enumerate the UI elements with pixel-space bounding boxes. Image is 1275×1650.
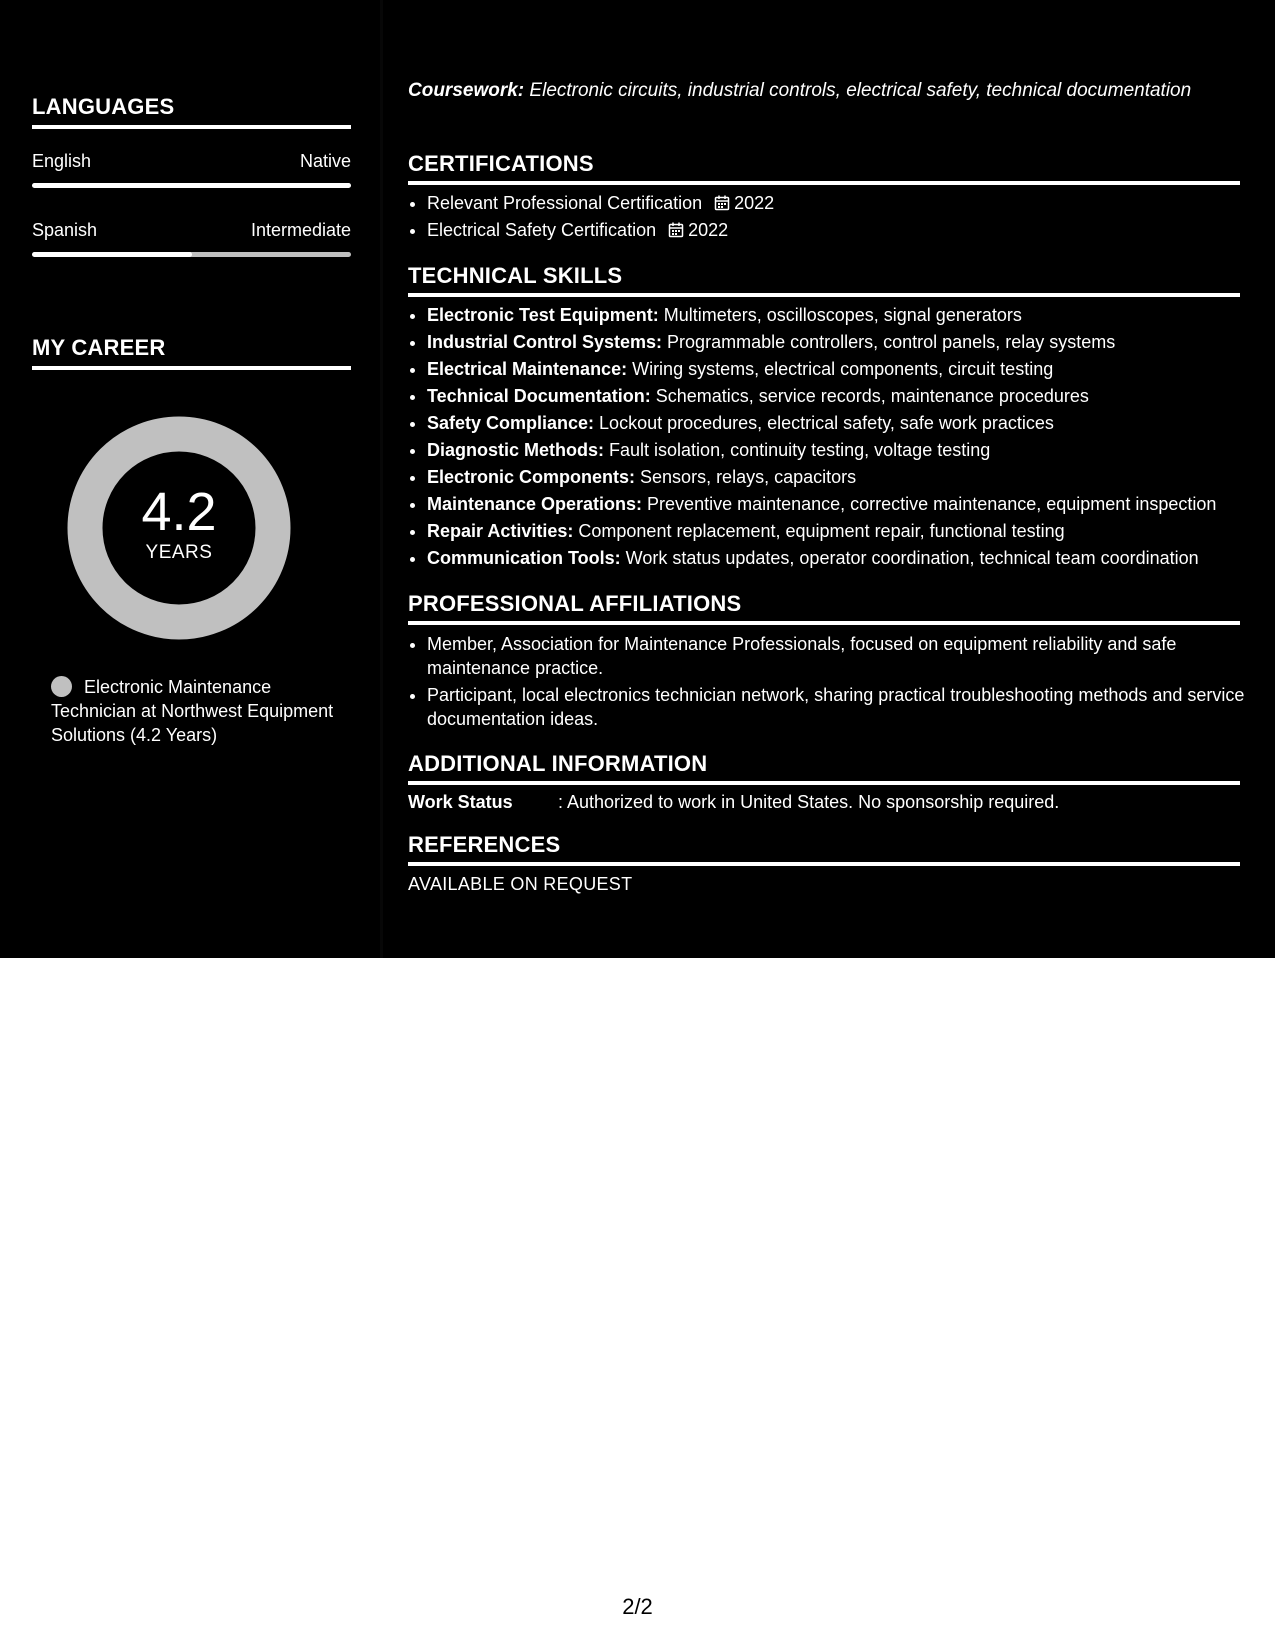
career-years-unit: YEARS xyxy=(145,542,213,563)
skill-label: Maintenance Operations: xyxy=(427,494,643,514)
skill-text: Schematics, service records, maintenance procedures xyxy=(650,386,1089,406)
column-divider xyxy=(380,0,383,958)
affiliation-item: • Member, Association for Maintenance Professionals, focused on equipment reliability and safe maintenance practice. xyxy=(427,632,1259,680)
language-bar-fill xyxy=(32,183,351,188)
career-donut-ring xyxy=(85,434,273,622)
coursework-label: Coursework: xyxy=(408,80,525,101)
language-bar-english xyxy=(32,183,351,188)
additional-info-row xyxy=(408,790,1240,814)
certification-item xyxy=(427,217,1259,244)
skill-label: Electronic Test Equipment: xyxy=(427,305,659,325)
skill-label: Electronic Components: xyxy=(427,467,636,487)
certification-name: Electrical Safety Certification xyxy=(427,220,657,240)
technical-skills-heading: TECHNICAL SKILLS xyxy=(408,263,1240,297)
skill-text: Component replacement, equipment repair, functional testing xyxy=(573,521,1065,541)
skill-item xyxy=(427,329,1259,356)
skill-label: Diagnostic Methods: xyxy=(427,440,605,460)
skill-label: Electrical Maintenance: xyxy=(427,359,628,379)
coursework-line xyxy=(408,79,1240,103)
skill-item xyxy=(427,383,1259,410)
skill-item xyxy=(427,356,1259,383)
skill-text: Multimeters, oscilloscopes, signal generators xyxy=(658,305,1022,325)
page-number: 2/2 xyxy=(622,1594,653,1619)
skill-item xyxy=(427,518,1259,545)
skill-label: Communication Tools: xyxy=(427,548,621,568)
sidebar xyxy=(32,0,351,958)
references-heading: REFERENCES xyxy=(408,832,1240,866)
language-level: Intermediate xyxy=(250,220,351,240)
coursework-text: Electronic circuits, industrial controls, electrical safety, technical documentation xyxy=(524,80,1192,101)
language-row-english xyxy=(32,151,351,172)
career-legend-text: Electronic Maintenance Technician at Northwest Equipment Solutions (4.2 Years) xyxy=(51,677,334,745)
certification-item xyxy=(427,190,1259,217)
additional-info-heading: ADDITIONAL INFORMATION xyxy=(408,751,1240,785)
language-bar-fill xyxy=(32,252,192,257)
languages-heading: LANGUAGES xyxy=(32,94,351,129)
skill-item xyxy=(427,302,1259,329)
skill-label: Repair Activities: xyxy=(427,521,574,541)
additional-info-label: Work Status xyxy=(408,792,513,812)
skill-text: Wiring systems, electrical components, circuit testing xyxy=(627,359,1054,379)
career-heading: MY CAREER xyxy=(32,335,351,370)
career-legend-item xyxy=(51,675,351,747)
skill-item xyxy=(427,437,1259,464)
certification-year: 2022 xyxy=(734,193,775,213)
affiliation-item: • Participant, local electronics technician network, sharing practical troubleshooting methods and service documentation ideas. xyxy=(427,683,1259,731)
skill-label: Industrial Control Systems: xyxy=(427,332,663,352)
affiliations-list xyxy=(408,632,1259,734)
language-level: Native xyxy=(299,151,351,171)
main-content xyxy=(408,0,1245,958)
skills-list xyxy=(408,302,1259,572)
certification-year: 2022 xyxy=(688,220,729,240)
career-legend-dot xyxy=(51,676,72,697)
skill-text: Work status updates, operator coordination, technical team coordination xyxy=(620,548,1199,568)
affiliations-heading: PROFESSIONAL AFFILIATIONS xyxy=(408,591,1240,625)
skill-text: Programmable controllers, control panels, relay systems xyxy=(662,332,1116,352)
skill-label: Technical Documentation: xyxy=(427,386,651,406)
skill-text: Sensors, relays, capacitors xyxy=(635,467,857,487)
calendar-icon xyxy=(668,222,684,238)
career-donut-chart xyxy=(67,416,291,640)
certification-name: Relevant Professional Certification xyxy=(427,193,703,213)
language-name: Spanish xyxy=(32,220,98,240)
language-row-spanish xyxy=(32,220,351,241)
skill-item xyxy=(427,410,1259,437)
additional-info-text: : Authorized to work in United States. No sponsorship required. xyxy=(558,792,1060,812)
certifications-heading: CERTIFICATIONS xyxy=(408,151,1240,185)
skill-text: Fault isolation, continuity testing, voltage testing xyxy=(604,440,991,460)
calendar-icon xyxy=(714,195,730,211)
language-bar-spanish xyxy=(32,252,351,257)
skill-text: Lockout procedures, electrical safety, safe work practices xyxy=(594,413,1054,433)
skill-item xyxy=(427,464,1259,491)
career-total-years: 4.2 xyxy=(141,482,217,542)
skill-item xyxy=(427,545,1259,572)
career-donut-svg xyxy=(67,416,291,640)
skill-label: Safety Compliance: xyxy=(427,413,595,433)
language-name: English xyxy=(32,151,92,171)
skill-item xyxy=(427,491,1259,518)
skill-text: Preventive maintenance, corrective maintenance, equipment inspection xyxy=(642,494,1217,514)
certifications-list xyxy=(408,190,1259,244)
references-text: AVAILABLE ON REQUEST xyxy=(408,874,633,894)
